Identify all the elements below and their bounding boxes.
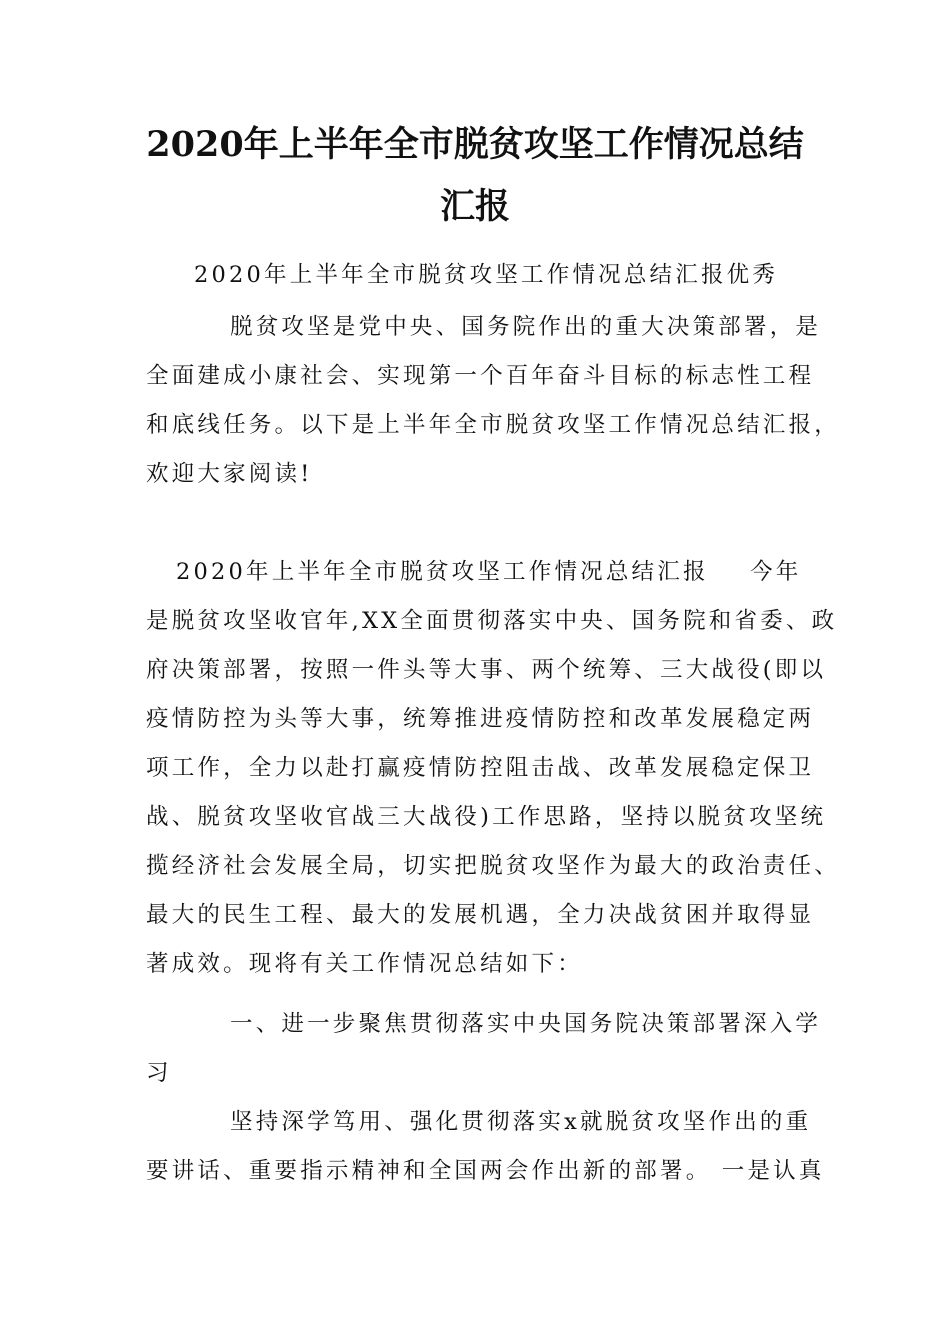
section-heading-line: 习: [146, 1060, 172, 1086]
body-line: 项工作，全力以赴打赢疫情防控阻击战、改革发展稳定保卫: [146, 755, 815, 781]
document-title-line1: 2020年上半年全市脱贫攻坚工作情况总结: [146, 124, 804, 165]
body-line: 战、脱贫攻坚收官战三大战役)工作思路，坚持以脱贫攻坚统: [146, 804, 827, 830]
intro-line: 脱贫攻坚是党中央、国务院作出的重大决策部署，是: [230, 314, 822, 340]
section-heading-line: 一、进一步聚焦贯彻落实中央国务院决策部署深入学: [230, 1011, 822, 1037]
body-line: 揽经济社会发展全局，切实把脱贫攻坚作为最大的政治责任、: [146, 853, 840, 879]
body-line: 是脱贫攻坚收官年,XX全面贯彻落实中央、国务院和省委、政: [146, 608, 838, 634]
body-line: 疫情防控为头等大事，统筹推进疫情防控和改革发展稳定两: [146, 706, 815, 732]
body-line: 府决策部署，按照一件头等大事、两个统筹、三大战役(即以: [146, 657, 827, 683]
section-body-line: 要讲话、重要指示精神和全国两会作出新的部署。 一是认真: [146, 1158, 825, 1184]
body-line: 著成效。现将有关工作情况总结如下：: [146, 951, 583, 977]
section-body-line: 坚持深学笃用、强化贯彻落实x就脱贫攻坚作出的重: [230, 1109, 812, 1135]
document-title-line2: 汇报: [439, 186, 510, 227]
intro-line: 和底线任务。以下是上半年全市脱贫攻坚工作情况总结汇报，: [146, 412, 840, 438]
subtitle: 2020年上半年全市脱贫攻坚工作情况总结汇报优秀: [194, 262, 779, 288]
intro-line: 全面建成小康社会、实现第一个百年奋斗目标的标志性工程: [146, 363, 815, 389]
body-line: 最大的民生工程、最大的发展机遇，全力决战贫困并取得显: [146, 902, 815, 928]
body-line: 2020年上半年全市脱贫攻坚工作情况总结汇报 今年: [176, 559, 802, 585]
intro-line: 欢迎大家阅读!: [146, 461, 313, 487]
